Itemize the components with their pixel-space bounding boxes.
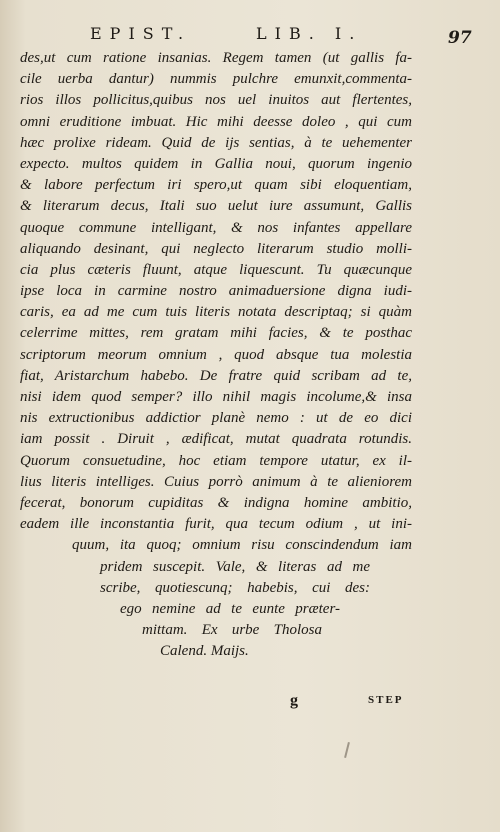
text-line: caris, ea ad me cum tuis literis notata descriptaq; si quàm xyxy=(20,304,412,321)
text-line: pridem suscepit. Vale, & literas ad me xyxy=(100,558,370,575)
text-line: rios illos pollicitus,quibus nos uel inuitos aut flertentes, xyxy=(20,92,412,109)
text-line: mittam. Ex urbe Tholosa xyxy=(142,622,322,639)
text-line: celerrime mittes, rem gratam mihi facies, & te posthac xyxy=(20,325,412,342)
letter-text xyxy=(20,48,412,662)
text-line: fecerat, bonorum cupiditas & indigna homine ambitio, xyxy=(20,494,412,511)
ink-mark xyxy=(344,742,350,758)
signature-mark: g xyxy=(290,692,298,709)
text-line: eadem ille inconstantia furit, qua tecum odium , ut ini- xyxy=(20,516,412,533)
text-line: fiat, Aristarchum habebo. De fratre quid scribam ad te, xyxy=(20,367,412,384)
text-line: Quorum consuetudine, hoc etiam tempore utatur, ex il- xyxy=(20,452,412,469)
text-line: & literarum decus, Itali suo uelut iure assumunt, Gallis xyxy=(20,198,412,215)
text-line: scriptorum meorum omnium , quod absque tua molestia xyxy=(20,346,412,363)
running-head xyxy=(0,24,500,46)
text-line: Calend. Maijs. xyxy=(160,643,249,660)
text-line: ego nemine ad te eunte præter- xyxy=(120,600,340,617)
text-line: scribe, quotiescunq; habebis, cui des: xyxy=(100,579,370,596)
text-line: omni eruditione imbuat. Hic mihi deesse doleo , qui cum xyxy=(20,113,412,130)
running-head-left: EPIST. xyxy=(90,24,192,43)
text-line: quum, ita quoq; omnium risu conscindendum iam xyxy=(72,537,412,554)
text-line: cile uerba dantur) nummis pulchre emunxit,commenta- xyxy=(20,71,412,88)
text-line: ipse loca in carmine nostro animaduersione digna iudi- xyxy=(20,283,412,300)
text-line: quoque commune intelligant, & nos infantes appellare xyxy=(20,219,412,236)
running-head-right: LIB. I. xyxy=(256,24,363,43)
text-line: nisi idem quod semper? illo nihil magis incolume,& insa xyxy=(20,389,412,405)
text-line: expecto. multos quidem in Gallia noui, quorum ingenio xyxy=(20,155,412,172)
text-line: des,ut cum ratione insanias. Regem tamen (ut gallis fa- xyxy=(20,50,412,66)
text-line: aliquando desinant, qui neglecto literarum studio molli- xyxy=(20,240,412,257)
text-line: iam possit . Diruit , ædificat, mutat quadrata rotundis. xyxy=(20,431,412,448)
text-line: & labore perfectum iri spero,ut quam sibi eloquentiam, xyxy=(20,177,412,194)
text-line: cia plus cæteris fluunt, atque liquescunt. Tu quæcunque xyxy=(20,261,412,278)
catchword: STEP xyxy=(368,694,404,706)
text-line: lius literis intelliges. Cuius porrò animum à te alieniorem xyxy=(20,473,412,490)
text-line: nis extructionibus addictior planè nemo : ut de eo dici xyxy=(20,410,412,427)
page-number: 97 xyxy=(448,28,472,48)
text-line: hæc prolixe rideam. Quid de ijs sentias, à te uehementer xyxy=(20,134,412,151)
